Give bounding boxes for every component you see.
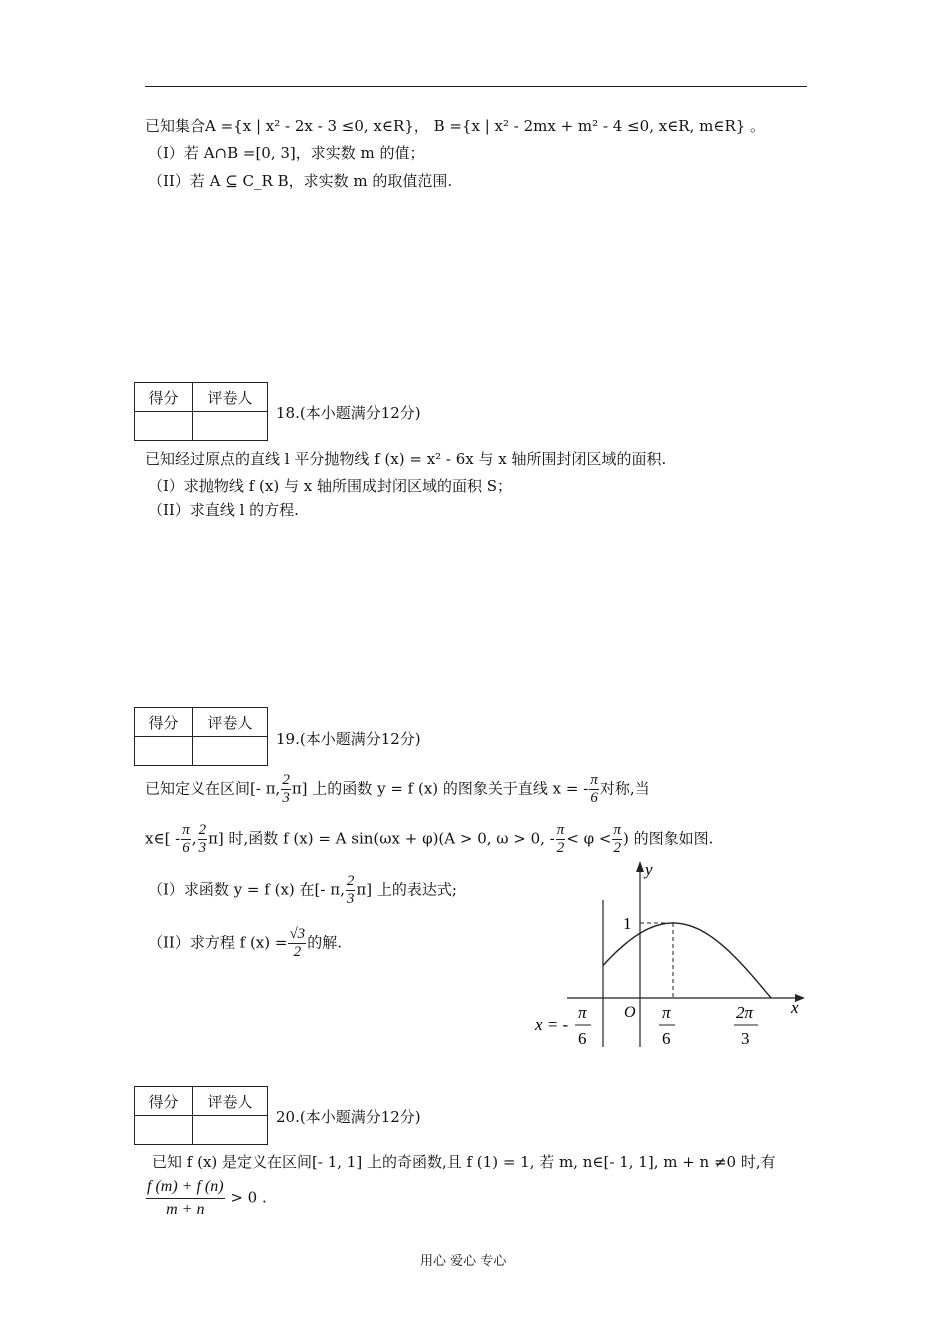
frac-den: 3 — [198, 840, 207, 856]
q19-line2-d: < φ < — [566, 829, 612, 848]
q19-line1-a: 已知定义在区间[- π, — [145, 779, 281, 798]
q18-part2: （II）求直线 l 的方程. — [148, 501, 299, 519]
frac-den: 6 — [590, 790, 598, 806]
q18-stem: 已知经过原点的直线 l 平分抛物线 f (x) = x² - 6x 与 x 轴所围封闭区域的面积. — [145, 450, 667, 468]
grader-cell[interactable] — [193, 1116, 268, 1145]
score-header: 得分 — [135, 1087, 193, 1116]
frac-den: m + n — [166, 1201, 205, 1218]
frac-num: 2 — [346, 873, 355, 889]
right-num: 2π — [736, 1003, 754, 1022]
q19-line1-b: π] 上的函数 y = f (x) 的图象关于直线 x = - — [291, 779, 589, 798]
q19-line2-a: x∈[ - — [145, 829, 181, 848]
fraction — [346, 873, 356, 908]
fraction — [288, 926, 306, 961]
frac-num: π — [556, 822, 565, 838]
q19-part1-b: π] 上的表达式; — [356, 880, 457, 899]
frac-num: 2 — [282, 772, 290, 788]
score-header: 得分 — [135, 708, 193, 737]
grader-cell[interactable] — [193, 412, 268, 441]
footer-text: 用心 爱心 专心 — [420, 1254, 507, 1269]
left-den: 6 — [578, 1029, 587, 1048]
frac-den: 3 — [346, 891, 355, 907]
q20-inequality — [145, 1176, 267, 1221]
q19-line1-c: 对称,当 — [599, 779, 650, 798]
frac-den: 2 — [613, 840, 621, 856]
left-num: π — [578, 1003, 587, 1022]
q18-title: 18.(本小题满分12分) — [276, 404, 421, 422]
q17-part2: （II）若 A ⊆ C_R B，求实数 m 的取值范围. — [148, 172, 453, 190]
q17-part1: （I）若 A∩B =[0, 3]，求实数 m 的值； — [148, 144, 425, 162]
fraction — [181, 822, 191, 857]
grader-header: 评卷人 — [193, 383, 268, 412]
q19-line2-e: ) 的图象如图. — [623, 829, 714, 848]
q18-part1: （I）求抛物线 f (x) 与 x 轴所围成封闭区域的面积 S； — [148, 477, 512, 495]
frac-den: 2 — [293, 944, 302, 960]
x-label: x — [791, 998, 799, 1017]
sine-graph — [525, 855, 815, 1055]
mid-num: π — [662, 1003, 671, 1022]
frac-num: 2 — [198, 822, 207, 838]
fraction — [612, 822, 622, 857]
y-label: y — [645, 860, 653, 879]
frac-den: 6 — [182, 840, 190, 856]
q19-title: 19.(本小题满分12分) — [276, 730, 421, 748]
peak-value-label: 1 — [623, 914, 632, 933]
q19-line2 — [145, 822, 713, 857]
frac-num: f (m) + f (n) — [146, 1176, 225, 1199]
q19-part2 — [148, 926, 342, 961]
right-den: 3 — [741, 1029, 750, 1048]
q20-tail: > 0 . — [230, 1188, 267, 1207]
q19-line2-b: , — [191, 829, 197, 848]
score-header: 得分 — [135, 383, 193, 412]
q19-line1 — [145, 772, 650, 807]
frac-num: π — [590, 772, 598, 788]
sine-curve — [603, 923, 771, 998]
frac-num: √3 — [289, 926, 306, 942]
score-table-20 — [134, 1086, 268, 1145]
score-table-19 — [134, 707, 268, 766]
score-table-18 — [134, 382, 268, 441]
grader-cell[interactable] — [193, 737, 268, 766]
score-cell[interactable] — [135, 737, 193, 766]
q17-stem: 已知集合A ={x | x² - 2x - 3 ≤0, x∈R}， B ={x | x² - 2mx + m² - 4 ≤0, x∈R, m∈R} 。 — [145, 117, 766, 135]
frac-den: 2 — [556, 840, 565, 856]
frac-num: π — [182, 822, 190, 838]
q19-part2-b: 的解. — [307, 933, 342, 952]
frac-num: π — [613, 822, 621, 838]
q19-line2-c: π] 时,函数 f (x) = A sin(ωx + φ)(A > 0, ω > 0, - — [208, 829, 555, 848]
q19-part1-a: （I）求函数 y = f (x) 在[- π, — [148, 880, 345, 899]
fraction — [281, 772, 291, 807]
y-axis-arrow-icon — [636, 861, 644, 872]
header-rule — [145, 86, 807, 87]
fraction — [556, 822, 566, 857]
fraction — [198, 822, 208, 857]
grader-header: 评卷人 — [193, 1087, 268, 1116]
fraction — [146, 1176, 225, 1221]
q19-part2-a: （II）求方程 f (x) = — [148, 933, 288, 952]
grader-header: 评卷人 — [193, 708, 268, 737]
left-line-label: x = - — [535, 1015, 569, 1034]
score-cell[interactable] — [135, 1116, 193, 1145]
q20-title: 20.(本小题满分12分) — [276, 1108, 421, 1126]
fraction — [589, 772, 599, 807]
q20-stem: 已知 f (x) 是定义在区间[- 1, 1] 上的奇函数,且 f (1) = 1, 若 m, n∈[- 1, 1], m + n ≠0 时,有 — [152, 1153, 776, 1171]
origin-label: O — [624, 1004, 636, 1021]
q19-part1 — [148, 873, 457, 908]
score-cell[interactable] — [135, 412, 193, 441]
mid-den: 6 — [662, 1029, 671, 1048]
frac-den: 3 — [282, 790, 290, 806]
